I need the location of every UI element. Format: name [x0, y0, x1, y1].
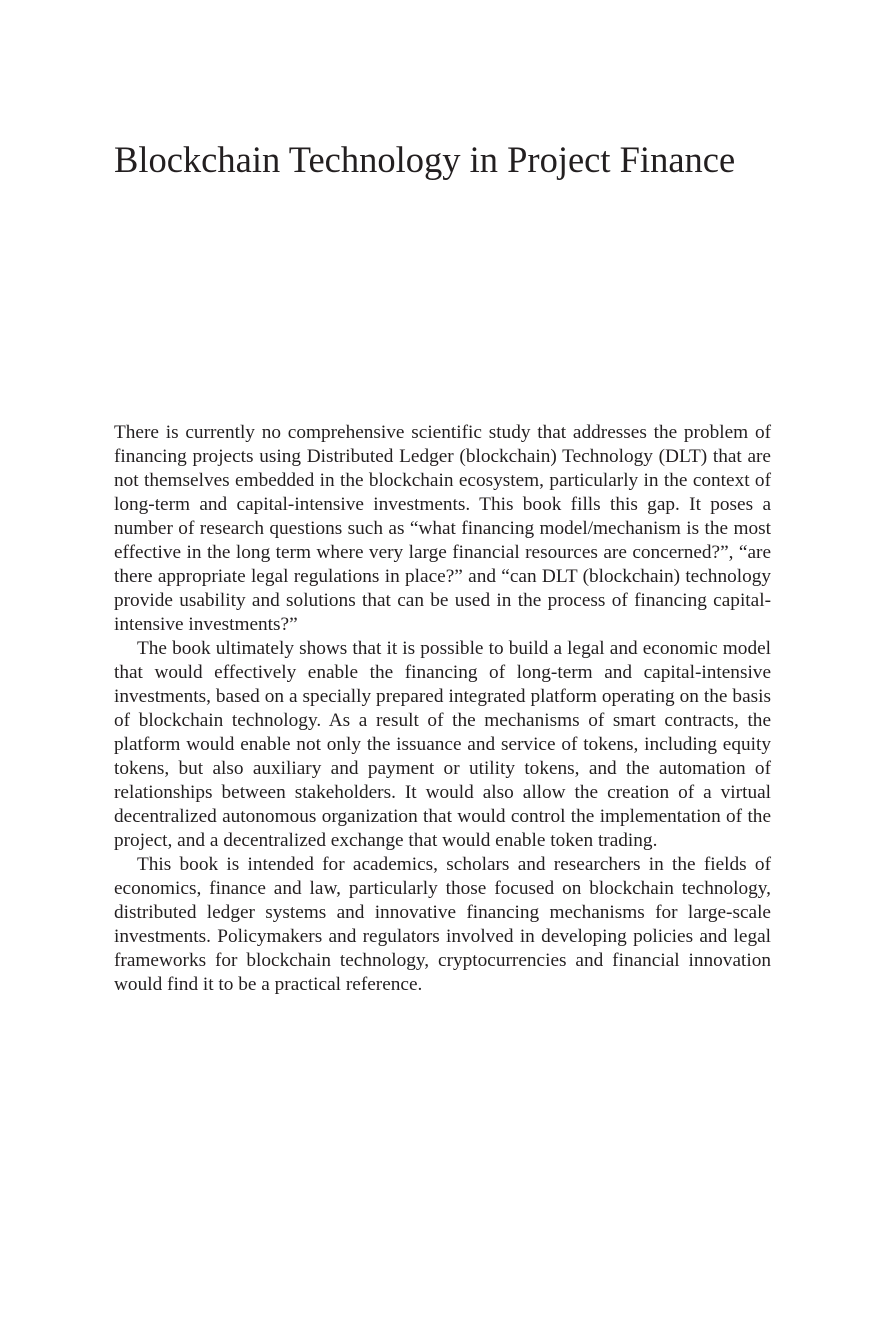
description-paragraph-1: There is currently no comprehensive scientific study that addresses the problem of financing projects using Distributed Ledger (blockchain) Technology (DLT) that are not themselves embedded in the blockchain ecosystem, particularly in the context of long-term and capital-intensive investments. This book fills this gap. It poses a number of research questions such as “what financing model/mechanism is the most effective in the long term where very large financial resources are concerned?”, “are there appropriate legal regulations in place?” and “can DLT (blockchain) technology provide usability and solutions that can be used in the process of financing capital-intensive investments?”	[114, 422, 771, 635]
description-paragraph-2: The book ultimately shows that it is possible to build a legal and economic model that would effectively enable the financing of long-term and capital-intensive investments, based on a specially prepared integrated platform operating on the basis of blockchain technology. As a result of the mechanisms of smart contracts, the platform would enable not only the issuance and service of tokens, including equity tokens, but also auxiliary and payment or utility tokens, and the automation of relationships between stakeholders. It would also allow the creation of a virtual decentralized autonomous organization that would control the implementation of the project, and a decentralized exchange that would enable token trading.	[114, 638, 771, 851]
book-title: Blockchain Technology in Project Finance	[114, 139, 736, 180]
book-description	[114, 421, 771, 997]
description-paragraph-3: This book is intended for academics, scholars and researchers in the fields of economics, finance and law, particularly those focused on blockchain technology, distributed ledger systems and innovative financing mechanisms for large-scale investments. Policymakers and regulators involved in developing policies and legal frameworks for blockchain technology, cryptocurrencies and financial innovation would find it to be a practical reference.	[114, 854, 771, 995]
